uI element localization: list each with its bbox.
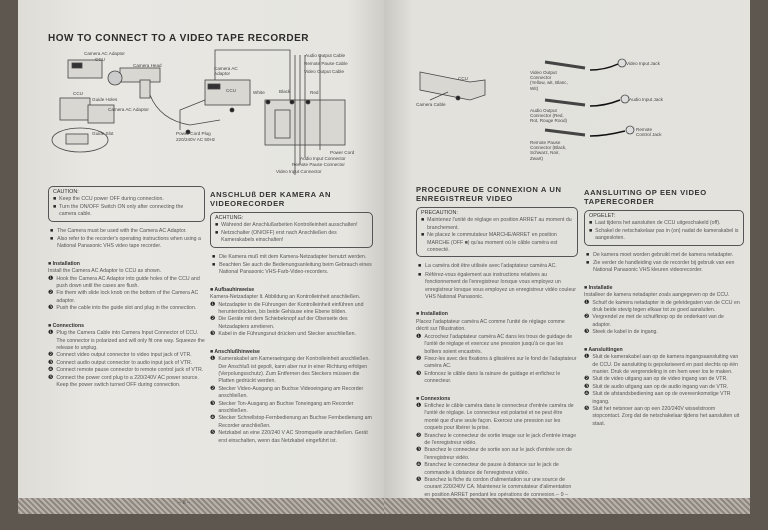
bullet-icon: ■ xyxy=(212,253,216,260)
step-item xyxy=(584,384,744,391)
step-number-icon: ❺ xyxy=(584,405,590,412)
section-heading: AANSLUITING OP EEN VIDEO TAPERECORDER xyxy=(584,188,707,206)
step-text: Netzkabel an eine 220/240 V AC Stromquelle anschließen. Gerät erst einschalten, wenn das Netzkabel eingeführt ist. xyxy=(218,430,368,444)
caution-label: PRECAUTION: xyxy=(421,210,458,216)
step-number-icon: ❹ xyxy=(584,391,590,398)
step-text: Fix them with slide lock knob on the bottom of the Camera AC adaptor. xyxy=(56,290,199,304)
diagram-label: Video Input Jack xyxy=(626,61,660,66)
note-text: Zie verder de handleiding van de recorder bij gebruik van een National Panasonic VHS kleuren videorecorder. xyxy=(593,260,735,274)
step-number-icon: ❸ xyxy=(210,400,216,407)
step-item xyxy=(210,356,373,386)
diagram-label: Audio Output Cable xyxy=(305,53,346,58)
step-number-icon: ❸ xyxy=(584,329,590,336)
step-number-icon: ❺ xyxy=(48,374,54,381)
subsection-intro: Installeer de kamera netadapter zoals aangegeven op de CCU. xyxy=(584,292,730,299)
caution-text: Schakel de netschakelaar pas in (on) nadat de kamerakabel is aangesloten. xyxy=(595,227,739,242)
subsection-title: Installation xyxy=(52,260,80,267)
adaptor-ccu-illustration xyxy=(52,60,114,152)
step-text: Steek de kabel in de ingang. xyxy=(592,329,658,336)
page-number: – 9 – xyxy=(556,492,569,498)
step-text: Hook the Camera AC Adaptor into guide holes of the CCU and push down until the cases are flush. xyxy=(56,275,200,290)
step-item xyxy=(48,352,205,359)
step-number-icon: ❺ xyxy=(210,430,216,437)
step-number-icon: ❸ xyxy=(416,447,422,454)
step-text: Accrochez l'adaptateur caméra AC dans les trous de guidage de l'unité de réglage et exercez une pression jusqu'à ce que les boîtiers soient encastrés. xyxy=(424,333,573,355)
caution-text: Laat tijdens het aansluiten de CCU uitgeschakeld (off). xyxy=(595,220,721,227)
step-number-icon: ❷ xyxy=(48,290,54,297)
diagram-label: Camera AC Adaptor xyxy=(108,107,149,112)
step-text: Stecker Schnellstop-Fernbedienung an Buchse Fernbedienung am Recorder anschließen. xyxy=(218,415,372,429)
caution-text: Während der Anschlußarbeiten Kontrolleinheit ausschalten! xyxy=(221,222,358,229)
diagram-label: 220/240V AC 50Hz xyxy=(176,137,216,142)
bullet-icon: ■ xyxy=(416,311,421,318)
step-number-icon: ❷ xyxy=(416,432,422,439)
step-text: Stecker Ton-Ausgang an Buchse Toneingang am Recorder anschließen. xyxy=(218,400,354,414)
page-title: HOW TO CONNECT TO A VIDEO TAPE RECORDER xyxy=(48,33,309,44)
step-number-icon: ❸ xyxy=(48,305,54,312)
note-text: La caméra doit être utilisée avec l'adaptateur caméra AC. xyxy=(425,263,557,270)
step-text: Sluit het netsnoer aan op een 220/240V wisselstroom stopcontact. Zorg dat de netschakelaar tijdens het aansluiten uit staat. xyxy=(592,405,740,427)
diagram-label: CCU xyxy=(73,91,83,96)
step-text: Branchez le connecteur de sortie son sur le jack d'entrée son de l'enregistreur vidéo. xyxy=(424,447,572,461)
step-text: Branchez le connecteur de pause à distance sur le jack de commande à distance de l'enregistreur vidéo. xyxy=(424,462,559,476)
section-heading: PROCEDURE DE CONNEXION A UN ENREGISTREUR VIDEO xyxy=(416,185,562,203)
step-text: Branchez la fiche du cordon d'alimentation sur une source de courant 220/240V CA. Maintenez le commutateur d'alimentation en position ARRET pendant les opérations de connexion. xyxy=(424,477,572,498)
caution-label: OPGELET: xyxy=(589,213,616,219)
note-item xyxy=(418,263,578,270)
step-item xyxy=(416,447,578,462)
step-item xyxy=(48,305,205,312)
step-number-icon: ❶ xyxy=(416,402,422,409)
diagram-label: Camera Head xyxy=(133,63,162,68)
bullet-icon: ■ xyxy=(421,217,425,224)
step-item xyxy=(584,391,744,406)
step-text: Vergrendel ze met de schuifknop op de onderkant van de adaptor. xyxy=(592,314,724,328)
note-text: De kamera moet worden gebruikt met de kamera netadapter. xyxy=(593,251,734,258)
diagram-label: Power Cord Plug xyxy=(176,131,211,136)
caution-box xyxy=(584,210,744,246)
subsection-title: Aansluitingen xyxy=(588,346,623,353)
caution-box xyxy=(210,212,373,248)
note-item xyxy=(586,252,744,259)
step-number-icon: ❸ xyxy=(416,370,422,377)
step-text: Enfichez le câble caméra dans le connecteur d'entrée caméra de l'unité de réglage. Le connecteur est polarisé et ne peut être monté que d'une seule façon. Exercez une pression sur les coquets pour libérer la prise. xyxy=(424,402,574,432)
subsection-heading xyxy=(48,323,205,330)
diagram-label: Remote Pause Cable xyxy=(304,61,348,66)
caution-item xyxy=(53,204,200,219)
step-text: Connect the power cord plug to a 220/240V AC power source. Keep the power switch turned OFF during connection. xyxy=(56,374,199,388)
step-number-icon: ❸ xyxy=(584,383,590,390)
step-item xyxy=(416,403,578,433)
step-item xyxy=(416,477,578,499)
step-item xyxy=(416,371,578,386)
subsection-heading xyxy=(210,287,373,294)
caution-text: Netzschalter (ON/OFF) erst nach Anschließen des Kamerakabels einschalten! xyxy=(221,229,337,244)
diagram-label: Audio Input Jack xyxy=(629,97,663,102)
caution-item xyxy=(589,220,739,227)
camera-head-illustration xyxy=(108,68,220,125)
step-item xyxy=(584,300,744,315)
bullet-icon: ■ xyxy=(48,322,53,329)
dutch-column xyxy=(584,188,744,428)
subsection-heading xyxy=(416,396,578,403)
step-number-icon: ❷ xyxy=(416,355,422,362)
step-number-icon: ❶ xyxy=(416,333,422,340)
diagram-label: Black xyxy=(279,89,291,94)
caution-item xyxy=(215,222,368,229)
bullet-icon: ■ xyxy=(416,395,421,402)
step-text: Sluit de video uitgang aan op de video ingang van de VTR. xyxy=(592,376,728,383)
step-number-icon: ❶ xyxy=(210,356,216,363)
step-number-icon: ❹ xyxy=(416,462,422,469)
right-diagram-illustration xyxy=(420,59,634,136)
diagram-label: Guide Slot xyxy=(92,131,114,136)
step-number-icon: ❶ xyxy=(48,330,54,337)
german-column xyxy=(210,190,373,445)
bullet-icon: ■ xyxy=(586,251,590,258)
step-item xyxy=(416,356,578,371)
step-item xyxy=(210,316,373,331)
step-number-icon: ❷ xyxy=(584,376,590,383)
note-item xyxy=(212,262,373,277)
step-item xyxy=(416,433,578,448)
bullet-icon: ■ xyxy=(586,260,590,267)
note-text: Die Kamera muß mit dem Kamera-Netzadapter benutzt werden. xyxy=(219,253,367,260)
step-number-icon: ❶ xyxy=(210,301,216,308)
bullet-icon: ■ xyxy=(584,346,589,353)
subsection-heading xyxy=(210,349,373,356)
bullet-icon: ■ xyxy=(421,232,425,239)
step-text: Sluit de kamerakabel aan op de kamera ingangsaansluiting van de CCU. De aansluiting is gepolariseerd en past slechts op één manier. Druk de vergrendeling in om hem weer los te maken. xyxy=(592,354,739,375)
subsection-title: Connexions xyxy=(420,395,451,402)
diagram-label: CCU xyxy=(458,76,468,81)
note-item xyxy=(418,272,578,302)
step-text: Stecker Video-Ausgang an Buchse Videoeingang am Recorder anschließen. xyxy=(218,385,364,400)
step-text: Schuif de kamera netadapter in de geleidegaten van de CCU en druk beide stevig tegen elkaar tot ze goed aansluiten. xyxy=(592,299,740,314)
subsection-intro: Install the Camera AC Adaptor to CCU as shown. xyxy=(48,268,162,275)
bullet-icon: ■ xyxy=(589,220,593,227)
caution-text: Keep the CCU power OFF during connection. xyxy=(59,196,164,203)
step-text: Enfoncez le câble dans la rainure de guidage et enfichez le connecteur. xyxy=(424,370,561,385)
step-text: Connect video output connector to video input jack of VTR. xyxy=(56,352,192,359)
page-number: – 8 – xyxy=(178,500,191,506)
caution-box xyxy=(48,186,205,222)
step-item xyxy=(210,430,373,445)
caution-item xyxy=(421,217,573,232)
note-item xyxy=(50,228,205,235)
step-item xyxy=(210,302,373,317)
step-item xyxy=(48,330,205,352)
step-number-icon: ❶ xyxy=(584,354,590,361)
diagram-label: Video Output Connector (Yellow, wit, Blanc, Wit) xyxy=(530,70,568,91)
diagram-label: Remote Pause Connector (Black, Schwarz, Noir, Zwart) xyxy=(530,140,567,161)
diagram-label: Guide Holes xyxy=(92,97,118,102)
caution-item xyxy=(421,232,573,254)
bullet-icon: ■ xyxy=(215,222,219,229)
step-number-icon: ❺ xyxy=(416,477,422,483)
step-text: Connect audio output connector to audio input jack of VTR. xyxy=(56,359,193,366)
step-item xyxy=(210,386,373,401)
diagram-label: Camera AC Adaptor xyxy=(214,66,238,77)
note-text: Also refer to the recorder's operating instructions when using a National Panasonic VHS video tape recorder. xyxy=(57,236,201,250)
step-item xyxy=(584,329,744,336)
step-item xyxy=(48,290,205,305)
bullet-icon: ■ xyxy=(50,236,54,243)
subsection-heading xyxy=(584,347,744,354)
step-text: Die Geräte mit dem Schiebeknopf auf der Oberseite des Netzadapters arretieren. xyxy=(218,316,348,330)
step-item xyxy=(210,401,373,416)
step-item xyxy=(48,360,205,367)
note-text: The Camera must be used with the Camera AC Adaptor. xyxy=(57,227,187,234)
subsection-heading xyxy=(48,261,205,268)
caution-text: Turn the ON/OFF Switch ON only after connecting the camera cable. xyxy=(59,203,184,218)
bullet-icon: ■ xyxy=(589,227,593,234)
step-text: Sluit de afstandsbediening aan op de overeenkomstige VTR ingang. xyxy=(592,391,731,405)
note-item xyxy=(212,254,373,261)
step-number-icon: ❷ xyxy=(210,385,216,392)
caution-box xyxy=(416,207,578,257)
diagram-label: Video Output Cable xyxy=(304,69,345,74)
diagram-label: Power Cord xyxy=(330,150,355,155)
step-text: Netzadapter in die Führungen der Kontrolleinheit einführen und herunterdrücken, bis beide Gehäuse eine Ebene bilden. xyxy=(218,301,364,316)
caution-text: Ne placez le commutateur MARCHE/ARRET en position MARCHE (OFF ■) qu'au moment où le câble caméra est connecté. xyxy=(427,232,558,254)
step-item xyxy=(48,367,205,374)
subsection-heading xyxy=(584,285,744,292)
caution-item xyxy=(53,196,200,203)
subsection-title: Anschlußhinweise xyxy=(214,348,260,355)
step-text: Push the cable into the guide slot and plug in the connection. xyxy=(56,305,197,312)
step-number-icon: ❶ xyxy=(48,275,54,282)
english-column xyxy=(48,186,205,389)
note-item xyxy=(586,260,744,275)
step-item xyxy=(416,334,578,356)
caution-item xyxy=(215,230,368,245)
bullet-icon: ■ xyxy=(418,271,422,278)
subsection-title: Connections xyxy=(52,322,84,329)
subsection-intro: Placez l'adaptateur caméra AC comme l'unité de réglage comme décrit sur l'illustration. xyxy=(416,318,565,333)
step-item xyxy=(48,276,205,291)
subsection-title: Installation xyxy=(420,311,448,318)
bullet-icon: ■ xyxy=(210,286,215,293)
bullet-icon: ■ xyxy=(48,260,53,267)
subsection-heading xyxy=(416,311,578,318)
subsection-title: Aufbauhinweise xyxy=(214,286,255,293)
step-number-icon: ❷ xyxy=(210,316,216,323)
caution-label: CAUTION: xyxy=(53,189,79,195)
step-text: Kabel in die Führungsnut drücken und Stecker anschließen. xyxy=(218,331,356,338)
step-text: Sluit de audio uitgang aan op de audio ingang van de VTR. xyxy=(592,383,729,390)
note-text: Beachten Sie auch die Bedienungsanleitung beim Gebrauch eines National Panasonic VHS-Farb-Video-recorders. xyxy=(219,262,372,276)
step-item xyxy=(210,331,373,338)
step-text: Fixez-les avec des fixations à glissières sur le fond de l'adaptateur caméra AC. xyxy=(424,355,577,370)
diagram-label: Audio Output Connector (Red, Rot, Rouge Rood) xyxy=(530,108,568,124)
diagram-label: Camera AC Adaptor xyxy=(84,51,125,56)
step-number-icon: ❷ xyxy=(584,314,590,321)
step-item xyxy=(584,314,744,329)
bullet-icon: ■ xyxy=(418,263,422,270)
bullet-icon: ■ xyxy=(215,229,219,236)
step-item xyxy=(584,376,744,383)
bullet-icon: ■ xyxy=(50,227,54,234)
note-item xyxy=(50,236,205,251)
diagram-label: Remote Control Jack xyxy=(636,127,662,138)
diagram-label: CCU xyxy=(95,57,105,62)
diagram-label: Remote Pause Connector xyxy=(292,162,345,167)
step-number-icon: ❸ xyxy=(210,331,216,338)
step-item xyxy=(210,415,373,430)
step-text: Branchez le connecteur de sortie image sur le jack d'entrée image de l'enregistreur vidéo. xyxy=(424,432,577,446)
subsection-intro: Kamera-Netzadapter lt. Abbildung an Kontrolleinheit anschließen. xyxy=(210,294,361,301)
diagram-label: White xyxy=(253,90,265,95)
step-item xyxy=(584,354,744,376)
caution-text: Maintenez l'unité de réglage en position ARRET au moment du branchement. xyxy=(427,217,572,231)
note-text: Référez-vous également aux instructions relatives au fonctionnement de l'enregistreur lorsque vous employez un enregistreur lorsque vous employez un enregistreur vidéo couleur VHS National Panasonic. xyxy=(425,271,576,301)
step-number-icon: ❹ xyxy=(210,415,216,422)
diagram-label: Red xyxy=(310,90,319,95)
step-number-icon: ❷ xyxy=(48,352,54,359)
french-column xyxy=(416,185,578,499)
step-number-icon: ❶ xyxy=(584,299,590,306)
diagram-label: Video Input Connector xyxy=(276,169,322,174)
step-text: Connect remote pause connector to remote control jack of VTR. xyxy=(56,367,204,374)
section-heading: ANSCHLUß DER KAMERA AN VIDEORECORDER xyxy=(210,190,332,208)
step-item xyxy=(584,406,744,428)
step-text: Kamerakabel am Kameraeingang der Kontrolleinheit anschließen. Der Anschluß ist gepolt, kann aber nur in einer Richtung erfolgen (Verpolungsschutz). Zum Entfernen des Steckers müssen die Platten gedrückt werden. xyxy=(218,356,370,385)
bullet-icon: ■ xyxy=(53,196,57,203)
step-item xyxy=(48,375,205,390)
caution-label: ACHTUNG: xyxy=(215,215,244,221)
step-text: Plug the Camera Cable into Camera Input Connector of CCU. The connector is polarized and will only fit one way. Squeeze the release to unplug. xyxy=(56,330,205,351)
bullet-icon: ■ xyxy=(212,262,216,269)
step-item xyxy=(416,462,578,477)
diagram-label: Audio Input Connector xyxy=(300,156,346,161)
bullet-icon: ■ xyxy=(584,284,589,291)
bullet-icon: ■ xyxy=(53,203,57,210)
subsection-title: Installatie xyxy=(588,284,613,291)
diagram-label: Camera Cable xyxy=(416,102,446,107)
step-number-icon: ❹ xyxy=(48,367,54,374)
step-number-icon: ❸ xyxy=(48,359,54,366)
bullet-icon: ■ xyxy=(210,348,215,355)
diagram-label: CCU xyxy=(226,88,236,93)
caution-item xyxy=(589,228,739,243)
